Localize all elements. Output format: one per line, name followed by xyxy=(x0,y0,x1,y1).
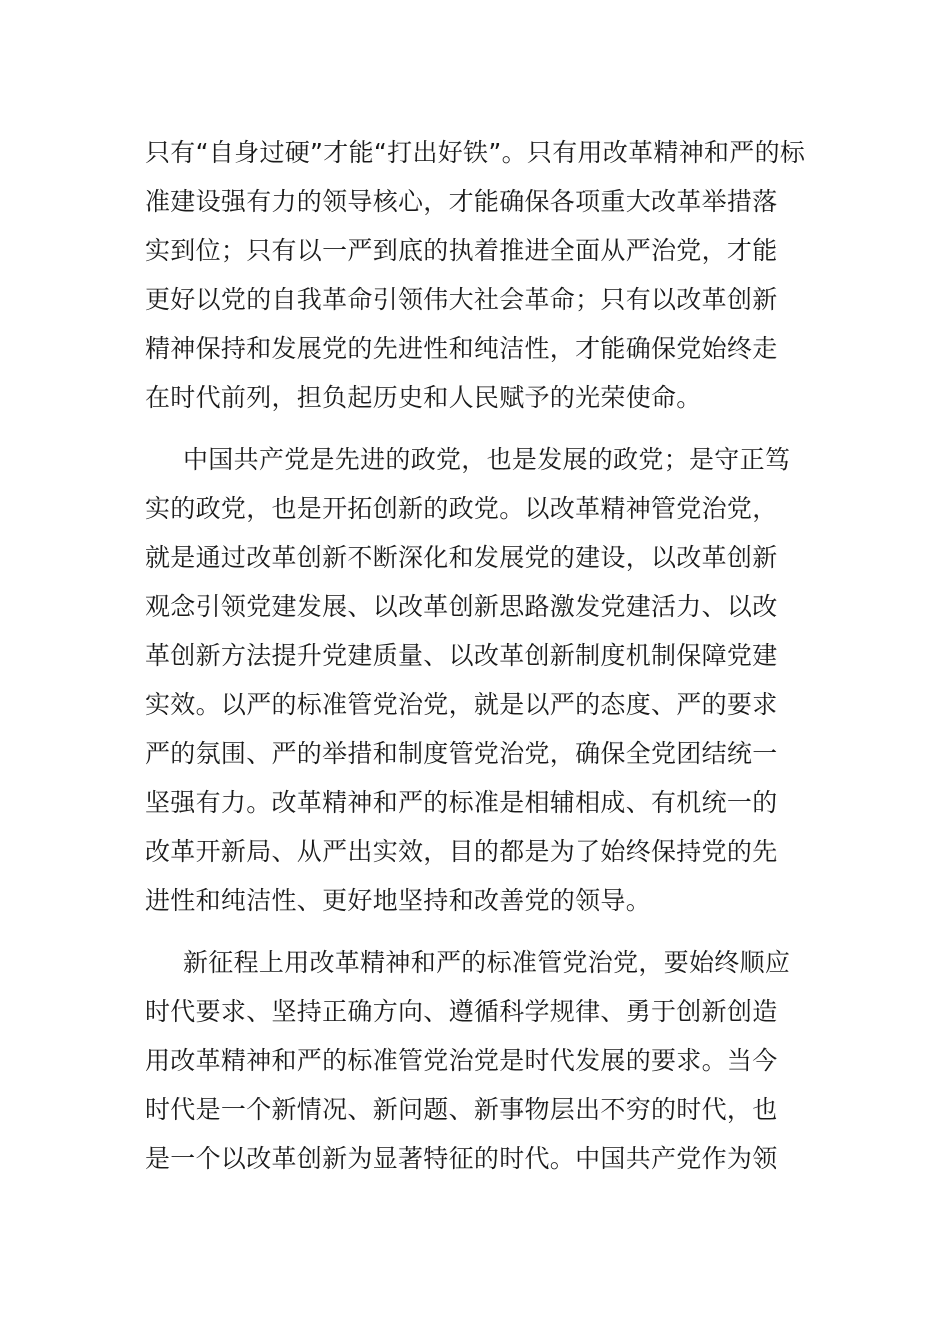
text-line: 实效。以严的标准管党治党，就是以严的态度、严的要求 xyxy=(145,690,778,719)
text-line: 在时代前列，担负起历史和人民赋予的光荣使命。 xyxy=(145,383,702,412)
text-line: 进性和纯洁性、更好地坚持和改善党的领导。 xyxy=(145,886,652,915)
text-line: 坚强有力。改革精神和严的标准是相辅相成、有机统一的 xyxy=(145,788,778,817)
text-line: 准建设强有力的领导核心，才能确保各项重大改革举措落 xyxy=(145,187,778,216)
document-body xyxy=(145,128,810,1183)
text-line: 实到位；只有以一严到底的执着推进全面从严治党，才能 xyxy=(145,236,778,265)
text-line: 是一个以改革创新为显著特征的时代。中国共产党作为领 xyxy=(145,1144,778,1173)
text-line: 观念引领党建发展、以改革创新思路激发党建活力、以改 xyxy=(145,592,778,621)
text-line: 只有“自身过硬”才能“打出好铁”。只有用改革精神和严的标 xyxy=(145,138,806,167)
paragraph-2 xyxy=(145,435,810,925)
text-line: 严的氛围、严的举措和制度管党治党，确保全党团结统一 xyxy=(145,739,778,768)
text-line: 精神保持和发展党的先进性和纯洁性，才能确保党始终走 xyxy=(145,334,778,363)
text-line-indented: 新征程上用改革精神和严的标准管党治党，要始终顺应 xyxy=(183,948,791,977)
paragraph-1 xyxy=(145,128,810,422)
text-line-indented: 中国共产党是先进的政党，也是发展的政党；是守正笃 xyxy=(183,445,791,474)
paragraph-3 xyxy=(145,938,810,1183)
text-line: 实的政党，也是开拓创新的政党。以改革精神管党治党， xyxy=(145,494,778,523)
text-line: 时代要求、坚持正确方向、遵循科学规律、勇于创新创造 xyxy=(145,997,778,1026)
text-line: 用改革精神和严的标准管党治党是时代发展的要求。当今 xyxy=(145,1046,778,1075)
text-line: 更好以党的自我革命引领伟大社会革命；只有以改革创新 xyxy=(145,285,778,314)
text-line: 改革开新局、从严出实效，目的都是为了始终保持党的先 xyxy=(145,837,778,866)
text-line: 时代是一个新情况、新问题、新事物层出不穷的时代，也 xyxy=(145,1095,778,1124)
text-line: 革创新方法提升党建质量、以改革创新制度机制保障党建 xyxy=(145,641,778,670)
text-line: 就是通过改革创新不断深化和发展党的建设，以改革创新 xyxy=(145,543,778,572)
